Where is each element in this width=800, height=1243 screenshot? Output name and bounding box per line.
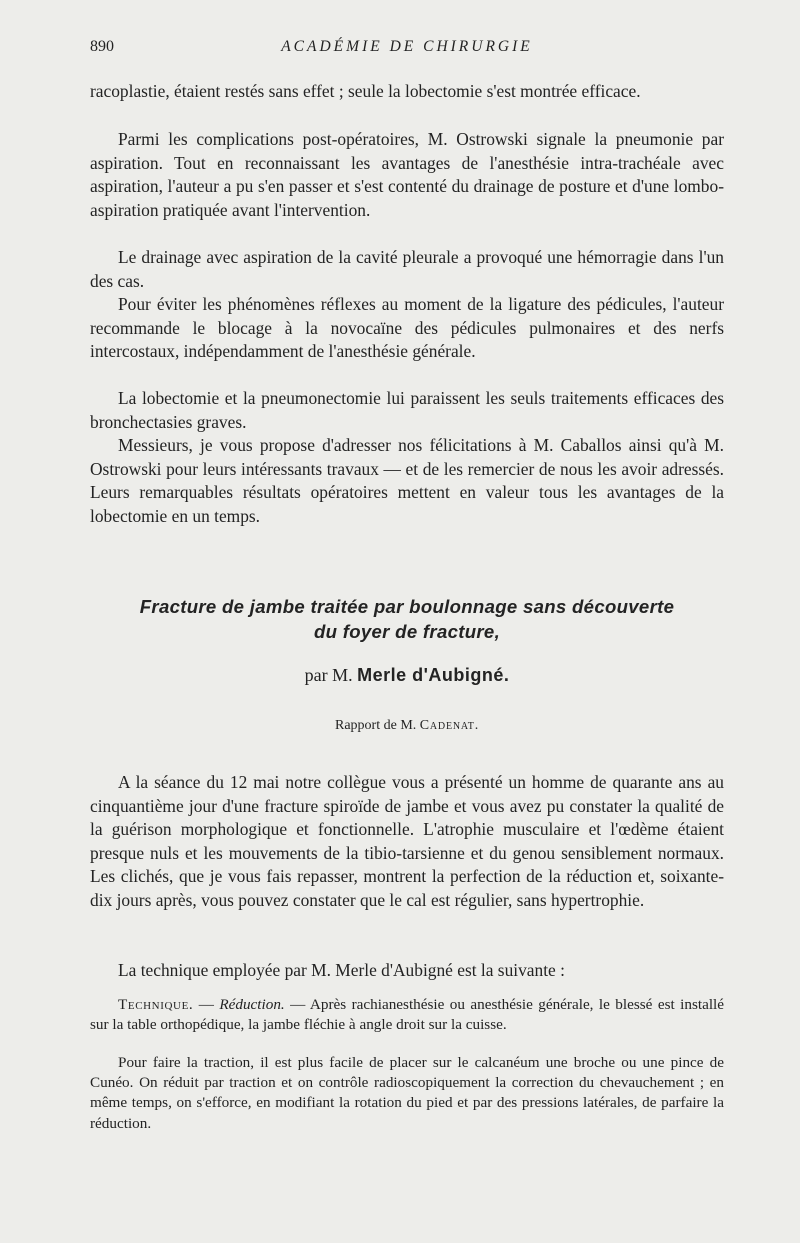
report-reporter: Cadenat. (419, 718, 479, 733)
page-number: 890 (90, 38, 114, 55)
paragraph-felicitations: Messieurs, je vous propose d'adresser nos félicitations à M. Caballos ainsi qu'à M. Ostrowski pour leurs intéressants travaux — et de les remercier de nous les avoir adressés. Leurs remarquables résultats opératoires mettent en valeur tous les avantages de la lobectomie en un temps. (90, 435, 724, 526)
running-header (90, 38, 724, 58)
paragraph-technique-intro: La technique employée par M. Merle d'Aubigné est la suivante : (118, 960, 565, 980)
article-title-line-2: du foyer de fracture, (313, 621, 501, 642)
technique-label: Technique. (118, 996, 194, 1013)
paragraph-drainage: Le drainage avec aspiration de la cavité pleurale a provoqué une hémorragie dans l'un des cas. (90, 247, 724, 291)
article-title (90, 594, 724, 644)
technique-sublabel: Réduction. (219, 996, 285, 1013)
byline-author: Merle d'Aubigné. (357, 665, 510, 685)
paragraph-lobectomie: La lobectomie et la pneumonectomie lui paraissent les seuls traitements efficaces des bronchectasies graves. (90, 388, 724, 432)
paragraph-traction: Pour faire la traction, il est plus facile de placer sur le calcanéum une broche ou une pince de Cunéo. On réduit par traction et on contrôle radioscopiquement la correction du chevauchement ; en même temps, on s'efforce, en modifiant la rotation du pied et par des pressions latérales, de parfaire la réduction. (90, 1054, 724, 1132)
report-line (90, 718, 724, 734)
paragraph-technique (90, 995, 724, 1035)
article-byline (90, 665, 724, 686)
paragraph-reflexes: Pour éviter les phénomènes réflexes au moment de la ligature des pédicules, l'auteur recommande le blocage à la novocaïne des pédicules pulmonaires et des nerfs intercostaux, indépendamment de l'anesthésie générale. (90, 294, 724, 362)
paragraph-case-report: A la séance du 12 mai notre collègue vous a présenté un homme de quarante ans au cinquantième jour d'une fracture spiroïde de jambe et vous avez pu constater la qualité de la guérison morphologique et fonctionnelle. L'atrophie musculaire et l'œdème étaient presque nuls et les mouvements de la tibio-tarsienne et du genou sensiblement normaux. Les clichés, que je vous fais repasser, montrent la perfection de la réduction et, soixante-dix jours après, vous pouvez constater que le cal est régulier, sans hypertrophie. (90, 772, 724, 910)
article-title-line-1: Fracture de jambe traitée par boulonnage sans découverte (139, 596, 675, 617)
paragraph-complications: Parmi les complications post-opératoires, M. Ostrowski signale la pneumonie par aspiration. Tout en reconnaissant les avantages de l'anesthésie intra-trachéale avec aspiration, l'auteur a pu s'en passer et s'est contenté du drainage de posture et d'une lombo-aspiration pratiquée avant l'intervention. (90, 129, 724, 220)
paragraph-continuation: racoplastie, étaient restés sans effet ; seule la lobectomie s'est montrée efficace. (90, 81, 641, 101)
running-title: ACADÉMIE DE CHIRURGIE (281, 38, 533, 55)
technique-dash: — (193, 996, 220, 1013)
byline-prefix: par M. (304, 665, 353, 685)
technique-text: — Après rachianesthésie ou anesthésie générale, le blessé est installé sur la table orthopédique, la jambe fléchie à angle droit sur la cuisse. (90, 996, 724, 1034)
report-prefix: Rapport de M. (335, 718, 417, 733)
